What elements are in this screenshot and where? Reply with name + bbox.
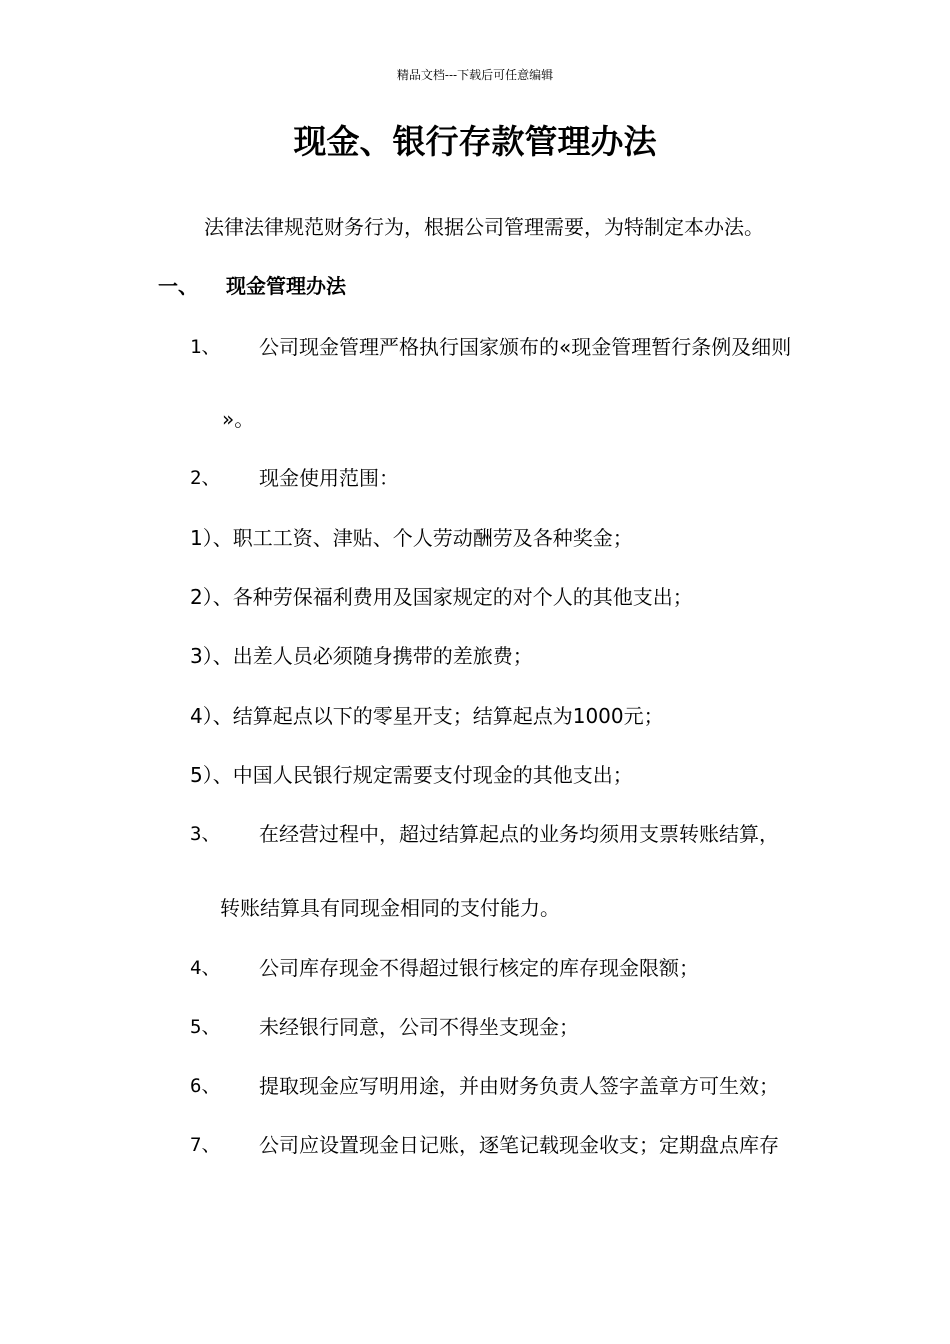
item-number: 2、 <box>190 467 221 489</box>
item-continuation: »。 <box>222 407 255 431</box>
item-text: 现金使用范围： <box>259 466 399 490</box>
sub-item: 4）、结算起点以下的零星开支；结算起点为1000元； <box>190 704 664 728</box>
page-header: 精品文档---下载后可任意编辑 <box>396 68 554 82</box>
sub-item: 3）、出差人员必须随身携带的差旅费； <box>190 644 533 668</box>
item-text: 公司库存现金不得超过银行核定的库存现金限额； <box>259 956 699 980</box>
item-text: 提取现金应写明用途，并由财务负责人签字盖章方可生效； <box>259 1074 779 1098</box>
item-number: 4、 <box>190 957 221 979</box>
section-heading: 现金管理办法 <box>226 274 346 298</box>
item-text: 在经营过程中，超过结算起点的业务均须用支票转账结算， <box>259 822 779 846</box>
section-number: 一、 <box>158 274 198 298</box>
item-continuation: 转账结算具有同现金相同的支付能力。 <box>220 896 560 920</box>
item-number: 6、 <box>190 1075 221 1097</box>
item-number: 3、 <box>190 823 221 845</box>
item-number: 5、 <box>190 1016 221 1038</box>
sub-item: 5）、中国人民银行规定需要支付现金的其他支出； <box>190 763 633 787</box>
item-text: 公司应设置现金日记账，逐笔记载现金收支；定期盘点库存 <box>259 1133 779 1157</box>
sub-item: 1）、职工工资、津贴、个人劳动酬劳及各种奖金； <box>190 526 633 550</box>
document-title: 现金、银行存款管理办法 <box>293 122 657 161</box>
item-number: 7、 <box>190 1134 221 1156</box>
item-text: 未经银行同意，公司不得坐支现金； <box>259 1015 579 1039</box>
item-number: 1、 <box>190 336 221 358</box>
item-text: 公司现金管理严格执行国家颁布的«现金管理暂行条例及细则 <box>259 335 792 359</box>
intro-paragraph: 法律法律规范财务行为，根据公司管理需要，为特制定本办法。 <box>204 215 764 239</box>
sub-item: 2）、各种劳保福利费用及国家规定的对个人的其他支出； <box>190 585 693 609</box>
